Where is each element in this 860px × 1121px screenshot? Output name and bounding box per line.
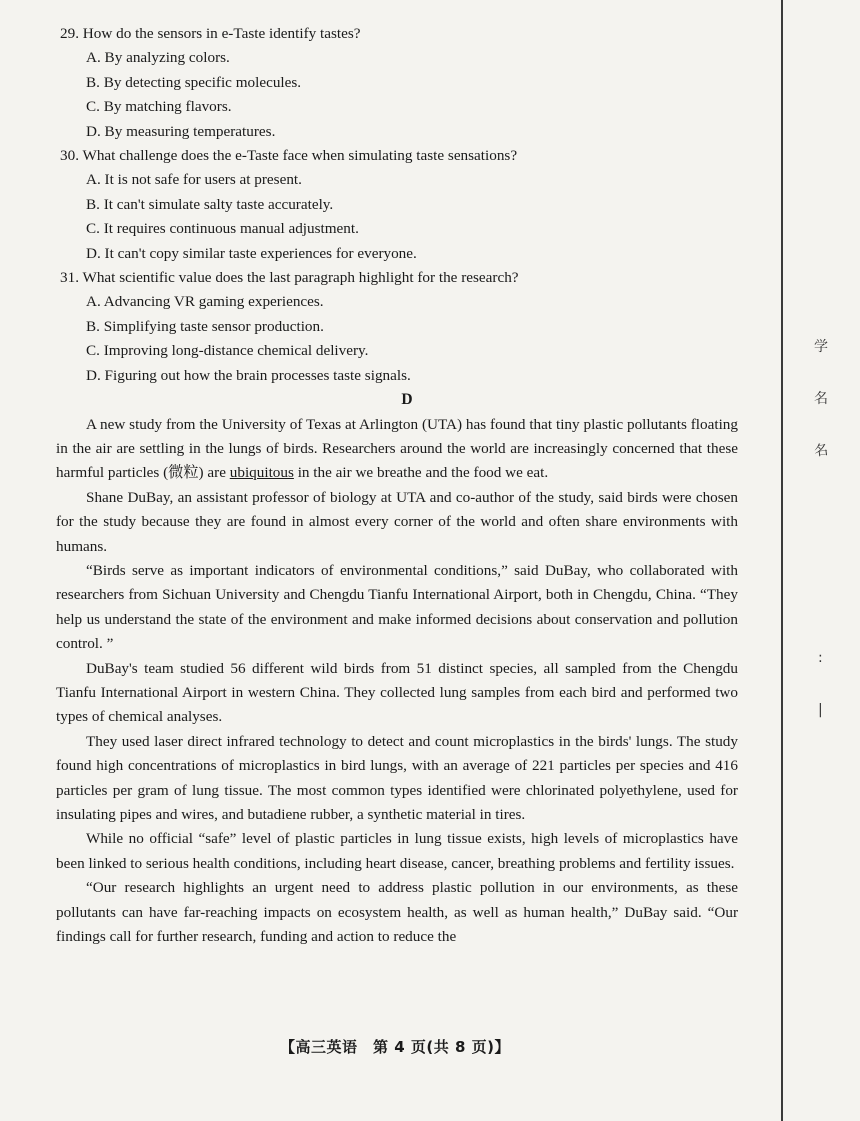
question-30	[56, 144, 738, 266]
paragraph-text: A new study from the University of Texas at Arlington (UTA) has found that tiny plastic pollutants floating in the air are settling in the lungs of birds. Researchers around the world are increasingly concerned that these harmful particles (微粒) are	[56, 415, 738, 482]
margin-mark: 名	[814, 391, 828, 407]
question-31	[56, 266, 738, 388]
passage-paragraph-5: They used laser direct infrared technology to detect and count microplastics in the birds' lungs. The study found high concentrations of microplastics in bird lungs, with an average of 221 particles per species and 416 particles per gram of lung tissue. The most common types identified were chlorinated polyethylene, used for insulating pipes and wires, and butadiene rubber, a synthetic material in tires.	[56, 732, 738, 823]
margin-mark: 名	[813, 442, 830, 460]
question-29	[56, 22, 738, 144]
paragraph-text: in the air we breathe and the food we eat.	[293, 464, 549, 482]
margin-mark: |	[818, 702, 823, 718]
option-c: C. Improving long-distance chemical delivery.	[86, 342, 369, 360]
question-stem: 30. What challenge does the e-Taste face when simulating taste sensations?	[60, 147, 518, 165]
question-stem: 29. How do the sensors in e-Taste identify tastes?	[60, 25, 361, 42]
option-c: C. By matching flavors.	[86, 98, 232, 116]
question-stem: 31. What scientific value does the last paragraph highlight for the research?	[60, 269, 519, 287]
option-b: B. By detecting specific molecules.	[86, 73, 302, 91]
option-d: D. By measuring temperatures.	[86, 122, 276, 140]
underlined-word: ubiquitous	[229, 464, 294, 482]
option-d: D. Figuring out how the brain processes taste signals.	[86, 366, 411, 384]
option-b: B. Simplifying taste sensor production.	[86, 317, 324, 335]
passage-paragraph-7: “Our research highlights an urgent need to address plastic pollution in our environments, as these pollutants can have far-reaching impacts on ecosystem health, as well as human health,” DuBay said. “Our findings call for further research, funding and action to reduce the	[56, 879, 738, 946]
option-b: B. It can't simulate salty taste accurately.	[86, 195, 334, 213]
option-a: A. It is not safe for users at present.	[86, 171, 302, 189]
margin-mark: 学	[814, 339, 828, 355]
margin-mark: :	[818, 650, 823, 666]
passage-paragraph-1	[56, 413, 738, 486]
option-d: D. It can't copy similar taste experiences for everyone.	[86, 244, 417, 262]
page-footer: 【高三英语 第 4 页(共 8 页)】	[280, 1038, 510, 1056]
passage-paragraph-2: Shane DuBay, an assistant professor of biology at UTA and co-author of the study, said birds were chosen for the study because they are found in almost every corner of the world and often share environments with humans.	[56, 488, 738, 555]
option-c: C. It requires continuous manual adjustment.	[86, 220, 359, 238]
passage-paragraph-6: While no official “safe” level of plastic particles in lung tissue exists, high levels of microplastics have been linked to serious health conditions, including heart disease, cancer, breathing problems and fertility issues.	[56, 830, 738, 872]
option-a: A. Advancing VR gaming experiences.	[86, 293, 324, 311]
passage-paragraph-4: DuBay's team studied 56 different wild birds from 51 distinct species, all sampled from the Chengdu Tianfu International Airport in western China. They collected lung samples from each bird and performed two types of chemical analyses.	[56, 659, 738, 726]
page-content	[56, 22, 738, 949]
option-a: A. By analyzing colors.	[86, 49, 230, 67]
binding-margin-line	[781, 0, 783, 1121]
section-heading: D	[401, 391, 413, 409]
passage-paragraph-3: “Birds serve as important indicators of environmental conditions,” said DuBay, who collaborated with researchers from Sichuan University and Chengdu Tianfu International Airport, both in Chengdu, China. “They help us understand the state of the environment and make informed decisions about conservation and pollution control. ”	[56, 561, 738, 653]
